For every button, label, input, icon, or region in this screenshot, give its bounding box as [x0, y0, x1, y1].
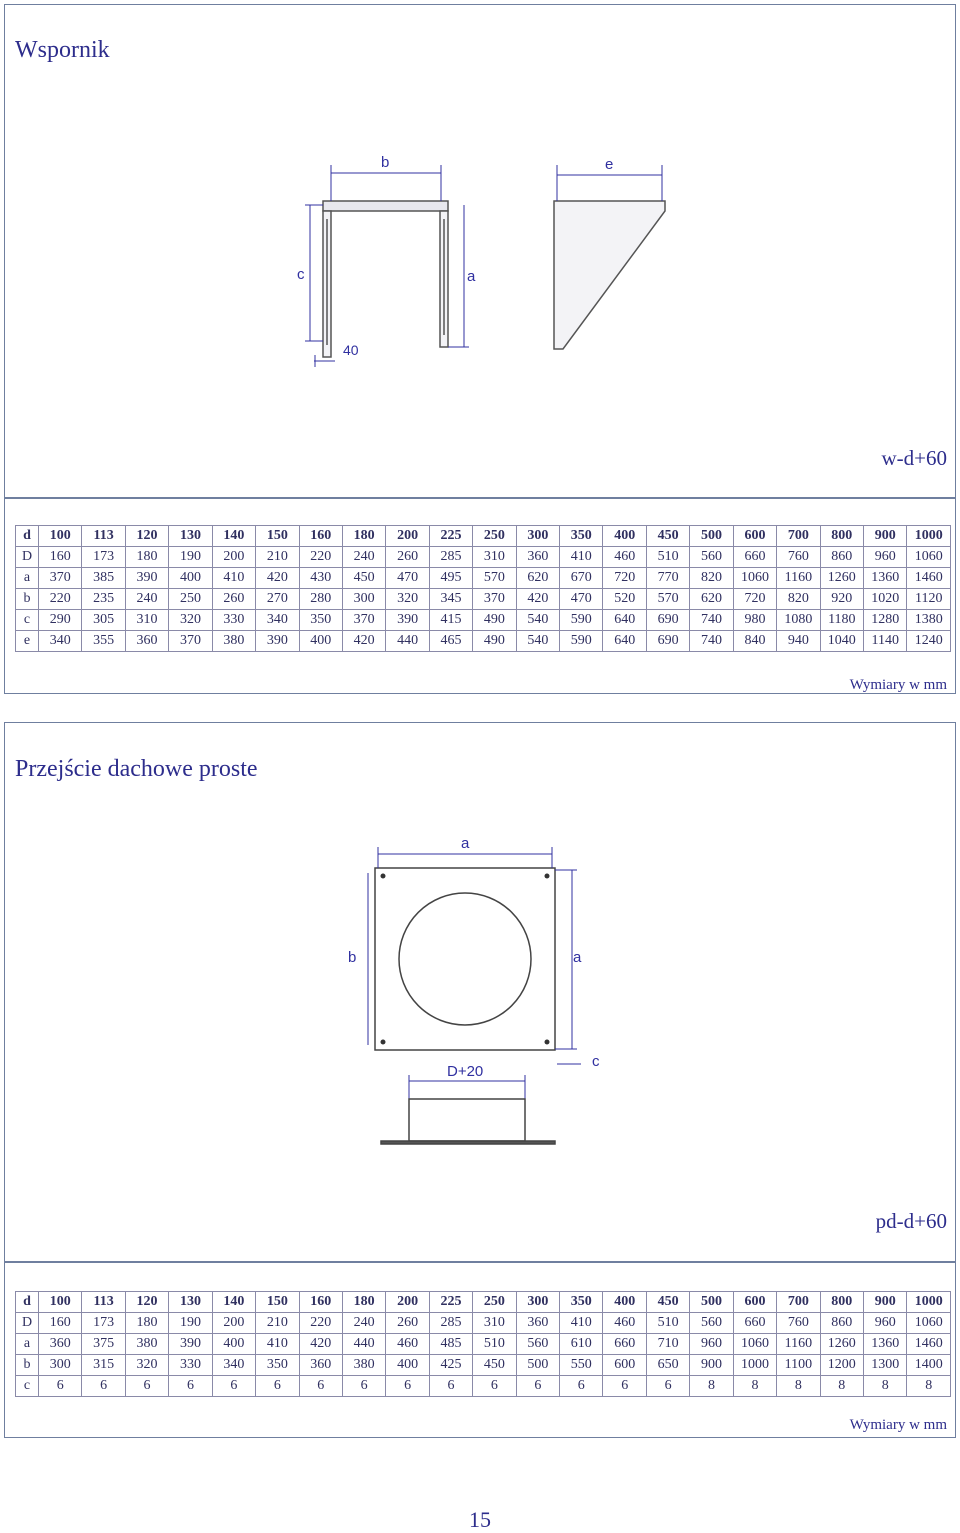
table-cell: 1400 [907, 1355, 951, 1376]
table-cell: 495 [429, 568, 472, 589]
table-cell: 220 [299, 547, 342, 568]
table-cell: 1000 [907, 526, 951, 547]
table-cell: 310 [473, 547, 516, 568]
table-cell: 900 [864, 1292, 907, 1313]
table-cell: 490 [473, 610, 516, 631]
table-cell: 6 [386, 1376, 429, 1397]
table-cell: 1260 [820, 1334, 863, 1355]
table-cell: 660 [733, 1313, 776, 1334]
table-cell: 350 [299, 610, 342, 631]
table-cell: 360 [299, 1355, 342, 1376]
table-cell: 690 [646, 631, 689, 652]
table-cell: 420 [299, 1334, 342, 1355]
table-cell: 1360 [864, 1334, 907, 1355]
row-label: D [16, 547, 39, 568]
table-cell: 360 [516, 547, 559, 568]
table-cell: 570 [473, 568, 516, 589]
table-cell: 6 [256, 1376, 299, 1397]
table-cell: 360 [125, 631, 168, 652]
table-cell: 420 [256, 568, 299, 589]
table-cell: 340 [212, 1355, 255, 1376]
table-cell: 440 [342, 1334, 385, 1355]
table-cell: 6 [169, 1376, 212, 1397]
table-cell: 350 [560, 1292, 603, 1313]
table-cell: 8 [777, 1376, 820, 1397]
table-cell: 450 [473, 1355, 516, 1376]
table-row [16, 1334, 951, 1355]
table-cell: 290 [39, 610, 82, 631]
table-cell: 260 [386, 1313, 429, 1334]
table-cell: 860 [820, 1313, 863, 1334]
table-cell: 390 [386, 610, 429, 631]
table-cell: 130 [169, 1292, 212, 1313]
table-cell: 410 [560, 1313, 603, 1334]
table-cell: 6 [560, 1376, 603, 1397]
table-cell: 940 [777, 631, 820, 652]
table-cell: 670 [560, 568, 603, 589]
table-cell: 380 [212, 631, 255, 652]
table-cell: 900 [690, 1355, 733, 1376]
table-cell: 150 [256, 526, 299, 547]
table-cell: 640 [603, 610, 646, 631]
table-cell: 8 [690, 1376, 733, 1397]
table-row [16, 589, 951, 610]
table-cell: 120 [125, 526, 168, 547]
table-cell: 390 [169, 1334, 212, 1355]
table-cell: 390 [125, 568, 168, 589]
table-cell: 160 [39, 1313, 82, 1334]
table-cell: 660 [603, 1334, 646, 1355]
table-cell: 820 [690, 568, 733, 589]
table-cell: 400 [603, 526, 646, 547]
dim-label-40: 40 [343, 342, 359, 358]
table-cell: 960 [690, 1334, 733, 1355]
table-cell: 180 [342, 526, 385, 547]
przejscie-drawing [5, 723, 957, 1263]
table-cell: 240 [125, 589, 168, 610]
table-cell: 510 [646, 547, 689, 568]
table-cell: 600 [733, 1292, 776, 1313]
table-cell: 150 [256, 1292, 299, 1313]
table-cell: 1040 [820, 631, 863, 652]
table-row [16, 568, 951, 589]
table-cell: 8 [733, 1376, 776, 1397]
table-cell: 320 [169, 610, 212, 631]
table-cell: 450 [342, 568, 385, 589]
table-cell: 270 [256, 589, 299, 610]
table-cell: 300 [342, 589, 385, 610]
table-cell: 440 [386, 631, 429, 652]
table-cell: 370 [169, 631, 212, 652]
table-cell: 500 [516, 1355, 559, 1376]
bracket-front-view [323, 201, 448, 357]
row-label: d [16, 1292, 39, 1313]
table-cell: 305 [82, 610, 125, 631]
table-cell: 620 [516, 568, 559, 589]
table-cell: 240 [342, 1313, 385, 1334]
table-cell: 300 [516, 1292, 559, 1313]
table-cell: 6 [429, 1376, 472, 1397]
table-cell: 260 [386, 547, 429, 568]
table-cell: 400 [299, 631, 342, 652]
table-cell: 6 [39, 1376, 82, 1397]
table-cell: 173 [82, 547, 125, 568]
table-cell: 300 [516, 526, 559, 547]
table-cell: 1060 [907, 1313, 951, 1334]
table-cell: 430 [299, 568, 342, 589]
table-cell: 410 [560, 547, 603, 568]
table-cell: 375 [82, 1334, 125, 1355]
table-cell: 173 [82, 1313, 125, 1334]
table-cell: 345 [429, 589, 472, 610]
row-label: e [16, 631, 39, 652]
table-row [16, 631, 951, 652]
table-cell: 1260 [820, 568, 863, 589]
table-cell: 720 [733, 589, 776, 610]
table-cell: 130 [169, 526, 212, 547]
table-cell: 250 [473, 1292, 516, 1313]
table-cell: 590 [560, 610, 603, 631]
table-cell: 800 [820, 526, 863, 547]
row-label: a [16, 1334, 39, 1355]
table-cell: 350 [560, 526, 603, 547]
table-cell: 320 [125, 1355, 168, 1376]
table-cell: 460 [386, 1334, 429, 1355]
table-cell: 370 [39, 568, 82, 589]
table-cell: 220 [39, 589, 82, 610]
dim-label-b: b [381, 154, 390, 171]
table-cell: 980 [733, 610, 776, 631]
row-label: b [16, 1355, 39, 1376]
table-cell: 860 [820, 547, 863, 568]
table-cell: 470 [560, 589, 603, 610]
wspornik-code: w-d+60 [881, 446, 947, 470]
przejscie-title: Przejście dachowe proste [15, 756, 258, 782]
table-cell: 1000 [733, 1355, 776, 1376]
table-cell: 1200 [820, 1355, 863, 1376]
table-cell: 560 [516, 1334, 559, 1355]
table-cell: 640 [603, 631, 646, 652]
roof-plate-side-view [381, 1099, 555, 1144]
row-label: D [16, 1313, 39, 1334]
roof-plate [375, 868, 555, 1050]
table-cell: 120 [125, 1292, 168, 1313]
table-row [16, 526, 951, 547]
table-cell: 100 [39, 526, 82, 547]
table-cell: 600 [733, 526, 776, 547]
przejscie-code: pd-d+60 [875, 1209, 947, 1233]
dim-label-c: c [297, 266, 305, 283]
table-cell: 1060 [907, 547, 951, 568]
table-cell: 400 [212, 1334, 255, 1355]
plate-label-b: b [348, 949, 357, 966]
table-cell: 760 [777, 1313, 820, 1334]
table-cell: 400 [169, 568, 212, 589]
table-cell: 960 [864, 547, 907, 568]
przejscie-header-panel [4, 722, 956, 1262]
table-cell: 1120 [907, 589, 951, 610]
table-cell: 180 [125, 547, 168, 568]
przejscie-units-note: Wymiary w mm [849, 1417, 947, 1433]
table-cell: 840 [733, 631, 776, 652]
table-cell: 590 [560, 631, 603, 652]
table-cell: 370 [342, 610, 385, 631]
table-cell: 385 [82, 568, 125, 589]
plate-label-a-top: a [461, 835, 470, 852]
row-label: c [16, 610, 39, 631]
wspornik-units-note: Wymiary w mm [849, 677, 947, 693]
table-cell: 235 [82, 589, 125, 610]
table-cell: 560 [690, 1313, 733, 1334]
dim-label-e: e [605, 156, 614, 173]
table-cell: 340 [256, 610, 299, 631]
table-cell: 600 [603, 1355, 646, 1376]
table-cell: 465 [429, 631, 472, 652]
table-cell: 500 [690, 1292, 733, 1313]
table-cell: 720 [603, 568, 646, 589]
table-cell: 620 [690, 589, 733, 610]
table-cell: 285 [429, 1313, 472, 1334]
table-cell: 285 [429, 547, 472, 568]
table-cell: 770 [646, 568, 689, 589]
table-cell: 8 [907, 1376, 951, 1397]
table-cell: 1140 [864, 631, 907, 652]
table-cell: 140 [212, 1292, 255, 1313]
table-cell: 450 [646, 1292, 689, 1313]
table-cell: 510 [473, 1334, 516, 1355]
bracket-side-view [554, 201, 665, 349]
table-cell: 180 [342, 1292, 385, 1313]
table-cell: 6 [646, 1376, 689, 1397]
table-cell: 760 [777, 547, 820, 568]
table-cell: 800 [820, 1292, 863, 1313]
table-row [16, 1376, 951, 1397]
table-cell: 1460 [907, 1334, 951, 1355]
table-cell: 250 [473, 526, 516, 547]
table-cell: 200 [386, 1292, 429, 1313]
table-cell: 420 [342, 631, 385, 652]
table-cell: 300 [39, 1355, 82, 1376]
table-cell: 1080 [777, 610, 820, 631]
table-cell: 740 [690, 631, 733, 652]
dim-label-a: a [467, 268, 476, 285]
table-cell: 690 [646, 610, 689, 631]
table-cell: 410 [256, 1334, 299, 1355]
table-cell: 500 [690, 526, 733, 547]
table-cell: 650 [646, 1355, 689, 1376]
table-cell: 820 [777, 589, 820, 610]
table-cell: 415 [429, 610, 472, 631]
table-cell: 550 [560, 1355, 603, 1376]
table-cell: 140 [212, 526, 255, 547]
table-cell: 225 [429, 1292, 472, 1313]
table-cell: 1100 [777, 1355, 820, 1376]
table-cell: 210 [256, 547, 299, 568]
table-cell: 400 [386, 1355, 429, 1376]
table-cell: 700 [777, 1292, 820, 1313]
wspornik-header-panel [4, 4, 956, 498]
table-cell: 160 [299, 1292, 342, 1313]
table-cell: 560 [690, 547, 733, 568]
table-cell: 1060 [733, 568, 776, 589]
table-cell: 425 [429, 1355, 472, 1376]
table-cell: 520 [603, 589, 646, 610]
plate-label-a-right: a [573, 949, 582, 966]
table-cell: 1300 [864, 1355, 907, 1376]
table-cell: 370 [473, 589, 516, 610]
table-cell: 160 [39, 547, 82, 568]
table-cell: 485 [429, 1334, 472, 1355]
table-cell: 113 [82, 1292, 125, 1313]
table-cell: 113 [82, 526, 125, 547]
table-cell: 1180 [820, 610, 863, 631]
table-cell: 260 [212, 589, 255, 610]
table-cell: 920 [820, 589, 863, 610]
wspornik-title: Wspornik [15, 37, 110, 63]
przejscie-table-panel [4, 1262, 956, 1438]
table-cell: 700 [777, 526, 820, 547]
table-cell: 400 [603, 1292, 646, 1313]
table-row [16, 547, 951, 568]
table-cell: 360 [39, 1334, 82, 1355]
table-cell: 510 [646, 1313, 689, 1334]
table-cell: 900 [864, 526, 907, 547]
table-cell: 540 [516, 631, 559, 652]
table-cell: 350 [256, 1355, 299, 1376]
table-cell: 315 [82, 1355, 125, 1376]
table-cell: 190 [169, 547, 212, 568]
table-cell: 8 [820, 1376, 863, 1397]
wspornik-table-panel [4, 498, 956, 694]
table-cell: 280 [299, 589, 342, 610]
table-cell: 710 [646, 1334, 689, 1355]
page-number: 15 [469, 1507, 491, 1532]
table-cell: 340 [39, 631, 82, 652]
table-cell: 310 [473, 1313, 516, 1334]
table-cell: 1000 [907, 1292, 951, 1313]
plate-label-c: c [592, 1053, 600, 1070]
przejscie-dimension-table [15, 1291, 951, 1397]
table-cell: 420 [516, 589, 559, 610]
row-label: d [16, 526, 39, 547]
table-cell: 200 [386, 526, 429, 547]
table-cell: 490 [473, 631, 516, 652]
table-cell: 6 [82, 1376, 125, 1397]
table-cell: 1160 [777, 568, 820, 589]
row-label: c [16, 1376, 39, 1397]
row-label: b [16, 589, 39, 610]
table-cell: 460 [603, 1313, 646, 1334]
table-cell: 380 [125, 1334, 168, 1355]
row-label: a [16, 568, 39, 589]
table-cell: 100 [39, 1292, 82, 1313]
table-cell: 1240 [907, 631, 951, 652]
table-row [16, 610, 951, 631]
table-cell: 160 [299, 526, 342, 547]
table-cell: 200 [212, 547, 255, 568]
wspornik-dimension-table [15, 525, 951, 652]
table-cell: 190 [169, 1313, 212, 1334]
table-cell: 6 [299, 1376, 342, 1397]
table-row [16, 1292, 951, 1313]
table-cell: 660 [733, 547, 776, 568]
table-cell: 610 [560, 1334, 603, 1355]
table-cell: 570 [646, 589, 689, 610]
table-cell: 220 [299, 1313, 342, 1334]
table-cell: 460 [603, 547, 646, 568]
table-cell: 320 [386, 589, 429, 610]
table-cell: 355 [82, 631, 125, 652]
table-cell: 330 [169, 1355, 212, 1376]
table-cell: 390 [256, 631, 299, 652]
table-cell: 225 [429, 526, 472, 547]
table-cell: 1380 [907, 610, 951, 631]
table-cell: 6 [603, 1376, 646, 1397]
table-cell: 210 [256, 1313, 299, 1334]
table-cell: 6 [342, 1376, 385, 1397]
table-cell: 410 [212, 568, 255, 589]
table-cell: 360 [516, 1313, 559, 1334]
table-cell: 1460 [907, 568, 951, 589]
table-cell: 310 [125, 610, 168, 631]
table-cell: 470 [386, 568, 429, 589]
table-row [16, 1313, 951, 1334]
plate-label-d20: D+20 [447, 1063, 484, 1080]
table-cell: 6 [516, 1376, 559, 1397]
table-cell: 1060 [733, 1334, 776, 1355]
table-cell: 1360 [864, 568, 907, 589]
table-row [16, 1355, 951, 1376]
table-cell: 8 [864, 1376, 907, 1397]
wspornik-drawing [5, 5, 957, 499]
table-cell: 240 [342, 547, 385, 568]
table-cell: 6 [473, 1376, 516, 1397]
table-cell: 6 [212, 1376, 255, 1397]
table-cell: 330 [212, 610, 255, 631]
table-cell: 960 [864, 1313, 907, 1334]
table-cell: 540 [516, 610, 559, 631]
table-cell: 250 [169, 589, 212, 610]
table-cell: 200 [212, 1313, 255, 1334]
table-cell: 180 [125, 1313, 168, 1334]
table-cell: 1280 [864, 610, 907, 631]
table-cell: 740 [690, 610, 733, 631]
table-cell: 380 [342, 1355, 385, 1376]
table-cell: 1160 [777, 1334, 820, 1355]
table-cell: 1020 [864, 589, 907, 610]
table-cell: 6 [125, 1376, 168, 1397]
table-cell: 450 [646, 526, 689, 547]
